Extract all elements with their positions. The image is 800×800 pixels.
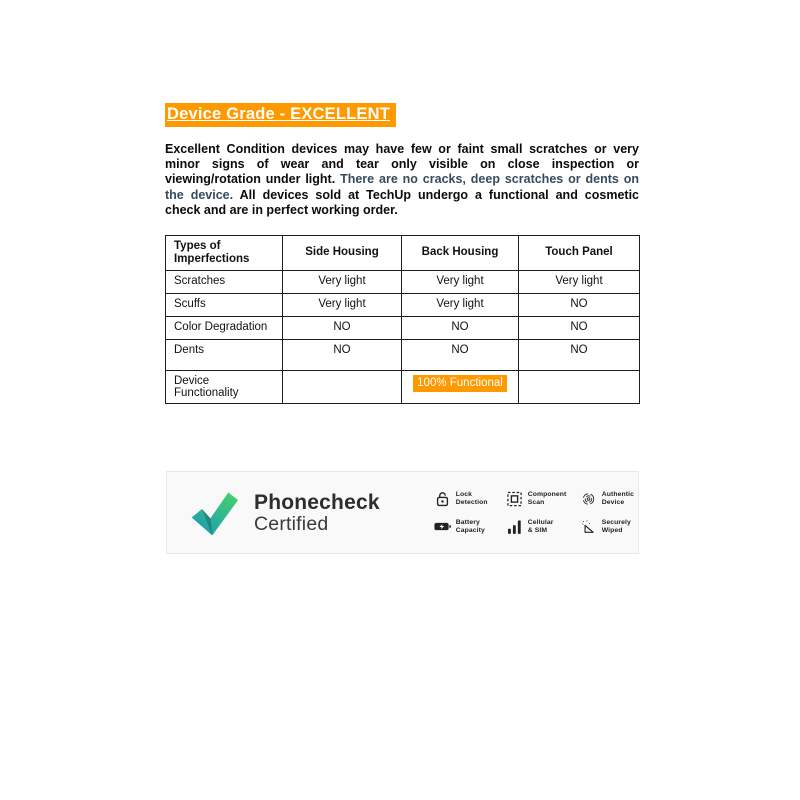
phonecheck-brand-block: [254, 491, 380, 535]
lock-detection-icon: [434, 490, 451, 508]
feature-securely-wiped: [580, 518, 660, 536]
description-segment-2: There are no cracks, deep scratches or dents on the device.: [165, 172, 639, 202]
phonecheck-certified-badge: [166, 471, 639, 554]
cell-back-housing: NO: [402, 316, 519, 339]
feature-label: Lock Detection: [455, 490, 488, 506]
cell-type: Color Degradation: [166, 316, 283, 339]
feature-battery-capacity: [434, 518, 506, 536]
cell-side-housing: [283, 370, 402, 403]
phonecheck-checkmark-icon: [187, 488, 241, 538]
cell-back-housing: Very light: [402, 293, 519, 316]
feature-lock-detection: [434, 490, 506, 508]
feature-label: Cellular & SIM: [527, 518, 554, 534]
phonecheck-brand-name: Phonecheck: [254, 490, 380, 514]
table-row-scuffs: [166, 293, 640, 316]
table-header-row: [166, 235, 640, 270]
table-row-dents: [166, 339, 640, 370]
cell-type: Scuffs: [166, 293, 283, 316]
cell-touch-panel: NO: [519, 339, 640, 370]
header-back-housing: Back Housing: [402, 235, 519, 270]
feature-label: Authentic Device: [601, 490, 634, 506]
cell-side-housing: NO: [283, 339, 402, 370]
cell-back-housing: [402, 370, 519, 403]
feature-authentic-device: [580, 490, 660, 508]
table-row-color-degradation: [166, 316, 640, 339]
table-row-device-functionality: [166, 370, 640, 403]
feature-label: Battery Capacity: [455, 518, 485, 534]
feature-component-scan: [506, 490, 580, 508]
header-types-of-imperfections: Types of Imperfections: [166, 235, 283, 270]
component-scan-icon: [506, 490, 523, 508]
cell-side-housing: Very light: [283, 293, 402, 316]
battery-capacity-icon: [434, 518, 451, 536]
certified-label: Certified: [254, 512, 329, 535]
cell-side-housing: Very light: [283, 270, 402, 293]
cell-touch-panel: Very light: [519, 270, 640, 293]
cell-type: Scratches: [166, 270, 283, 293]
header-touch-panel: Touch Panel: [519, 235, 640, 270]
certification-features-grid: [434, 490, 660, 536]
device-grade-title: Device Grade - EXCELLENT: [165, 103, 396, 127]
description-segment-3: All devices sold at TechUp undergo a functional and cosmetic check and are in perfect working order.: [165, 187, 639, 218]
imperfections-table: [165, 235, 640, 404]
cell-touch-panel: [519, 370, 640, 403]
feature-label: Component Scan: [527, 490, 567, 506]
condition-description: [165, 142, 639, 219]
listing-description-section: [165, 103, 639, 404]
cellular-sim-icon: [506, 518, 523, 536]
cell-back-housing: NO: [402, 339, 519, 370]
cell-touch-panel: NO: [519, 316, 640, 339]
table-row-scratches: [166, 270, 640, 293]
feature-cellular-sim: [506, 518, 580, 536]
cell-side-housing: NO: [283, 316, 402, 339]
cell-touch-panel: NO: [519, 293, 640, 316]
cell-back-housing: Very light: [402, 270, 519, 293]
cell-type: Device Functionality: [166, 370, 283, 403]
cell-type: Dents: [166, 339, 283, 370]
header-side-housing: Side Housing: [283, 235, 402, 270]
authentic-device-icon: [580, 490, 597, 508]
feature-label: Securely Wiped: [601, 518, 631, 534]
securely-wiped-icon: [580, 518, 597, 536]
description-segment-1: Excellent Condition devices may have few or faint small scratches or very minor signs of wear and tear only visible on close inspection or viewing/rotation under light.: [165, 141, 639, 187]
page-title: [165, 103, 639, 127]
functional-status-badge: 100% Functional: [413, 375, 507, 392]
